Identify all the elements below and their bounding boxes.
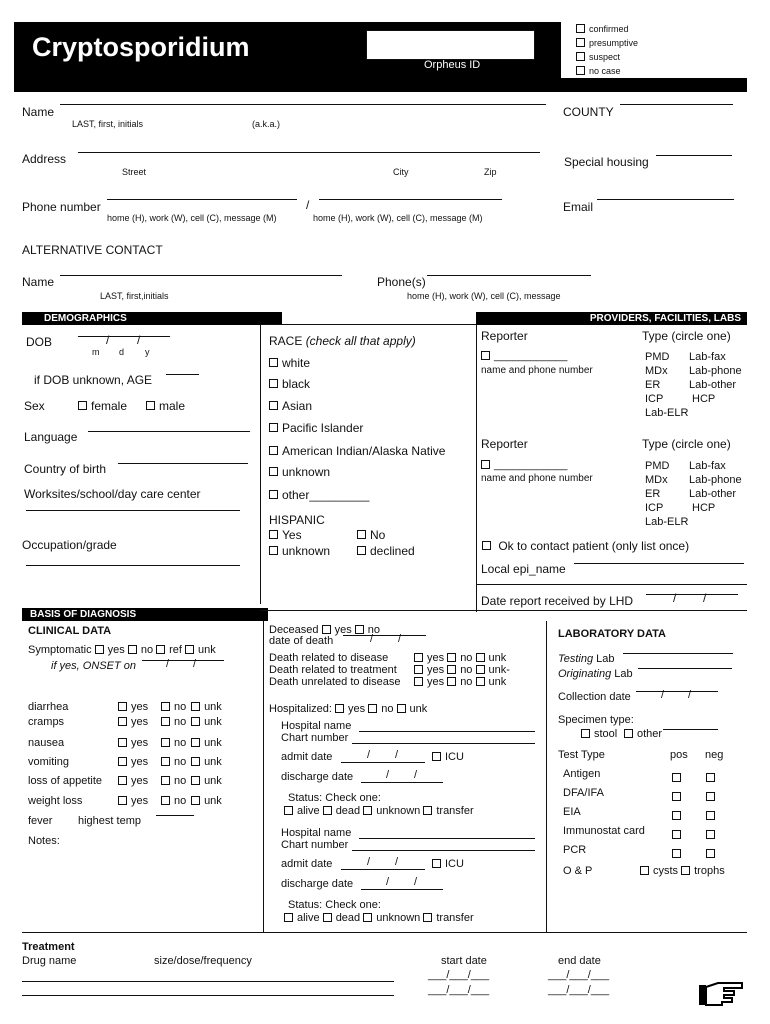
symptom-row: diarrhea yes no unk xyxy=(28,701,222,713)
dob-d: d xyxy=(119,347,125,357)
checkbox-icon[interactable] xyxy=(432,859,441,868)
discharge-date-label: discharge date xyxy=(281,771,354,783)
sex-female[interactable]: female xyxy=(78,399,127,413)
type-1-right[interactable] xyxy=(689,350,742,406)
checkbox-icon[interactable] xyxy=(118,738,127,747)
checkbox-icon[interactable] xyxy=(323,913,332,922)
checkbox-icon[interactable] xyxy=(423,913,432,922)
notes-label: Notes: xyxy=(28,835,60,847)
checkbox-icon[interactable] xyxy=(447,653,456,662)
onset-label: if yes, ONSET on xyxy=(51,660,136,672)
address-line[interactable] xyxy=(78,152,540,153)
hispanic-declined[interactable]: declined xyxy=(357,544,415,558)
race-black[interactable]: black xyxy=(269,377,310,391)
checkbox-icon[interactable] xyxy=(191,738,200,747)
specimen-other-line[interactable] xyxy=(663,729,718,730)
name-line[interactable] xyxy=(60,104,546,105)
occupation-label: Occupation/grade xyxy=(22,538,117,552)
sex-label: Sex xyxy=(24,399,45,413)
checkbox-icon[interactable] xyxy=(284,913,293,922)
date-of-death-line[interactable] xyxy=(343,635,426,636)
dob-line[interactable] xyxy=(78,336,170,337)
checkbox-icon[interactable] xyxy=(432,752,441,761)
date-sep-1: / xyxy=(673,591,677,605)
checkbox-icon[interactable] xyxy=(397,704,406,713)
checkbox-icon[interactable] xyxy=(78,401,87,410)
status-label: Status: Check one: xyxy=(288,792,381,804)
checkbox-icon[interactable] xyxy=(368,704,377,713)
icu-option[interactable]: ICU xyxy=(432,751,464,763)
specimen-stool[interactable]: stool xyxy=(581,728,617,740)
checkbox-icon[interactable] xyxy=(335,704,344,713)
collection-label: Collection date xyxy=(558,691,631,703)
checkbox-icon[interactable] xyxy=(284,806,293,815)
end-label: end date xyxy=(558,955,601,967)
fever-label: fever xyxy=(28,815,53,827)
treatment-heading: Treatment xyxy=(22,941,75,953)
demographics-bar xyxy=(22,312,282,325)
dob-sep-1: / xyxy=(106,333,110,347)
age-label: if DOB unknown, AGE xyxy=(34,373,153,387)
checkbox-icon[interactable] xyxy=(624,729,633,738)
type-lab-phone[interactable]: Lab-phone xyxy=(689,474,742,486)
type-icp[interactable]: ICP xyxy=(645,502,664,514)
checkbox-icon[interactable] xyxy=(357,530,366,539)
type-lab-other[interactable]: Lab-other xyxy=(689,488,737,500)
checkbox-icon[interactable] xyxy=(191,717,200,726)
checkbox-icon[interactable] xyxy=(95,645,104,654)
admit-date-line[interactable] xyxy=(341,762,425,763)
language-label: Language xyxy=(24,430,78,444)
alt-phone-hint: home (H), work (W), cell (C), message xyxy=(407,291,561,301)
county-line[interactable] xyxy=(620,104,733,105)
originating-lab-line[interactable] xyxy=(638,668,732,669)
end-date-1[interactable]: ___/___/___ xyxy=(548,969,610,981)
collection-sep-1: / xyxy=(661,689,665,701)
type-lab-other[interactable]: Lab-other xyxy=(689,379,737,391)
pos-checkbox[interactable] xyxy=(672,773,681,782)
type-mdx[interactable]: MDx xyxy=(645,365,668,377)
checkbox-icon[interactable] xyxy=(156,645,165,654)
checkbox-icon[interactable] xyxy=(576,52,585,61)
start-date-1[interactable]: ___/___/___ xyxy=(428,969,490,981)
checkbox-icon[interactable] xyxy=(640,866,649,875)
death-sep-1: / xyxy=(370,633,374,645)
checkbox-icon[interactable] xyxy=(161,776,170,785)
name-label: Name xyxy=(22,105,55,119)
highest-temp-line[interactable] xyxy=(156,815,194,816)
checkbox-icon[interactable] xyxy=(269,490,278,499)
hispanic-yes[interactable]: Yes xyxy=(269,528,302,542)
orpheus-id-label: Orpheus ID xyxy=(424,59,481,71)
pos-checkbox[interactable] xyxy=(672,849,681,858)
dose-label: size/dose/frequency xyxy=(154,955,252,967)
neg-checkbox[interactable] xyxy=(706,773,715,782)
type-1-label: Type (circle one) xyxy=(642,329,731,343)
name-hint: LAST, first, initials xyxy=(72,119,144,129)
checkbox-icon[interactable] xyxy=(161,757,170,766)
start-date-2[interactable]: ___/___/___ xyxy=(428,984,490,996)
symptom-row: nausea yes no unk xyxy=(28,737,222,749)
type-mdx[interactable]: MDx xyxy=(645,474,668,486)
date-of-death-label: date of death xyxy=(269,635,334,647)
checkbox-icon[interactable] xyxy=(576,38,585,47)
city-hint: City xyxy=(393,167,409,177)
collection-sep-2: / xyxy=(688,689,692,701)
orpheus-id-input[interactable] xyxy=(366,30,535,60)
checkbox-icon[interactable] xyxy=(128,645,137,654)
race-asian[interactable]: Asian xyxy=(269,399,312,413)
checkbox-icon[interactable] xyxy=(269,467,278,476)
checkbox-icon[interactable] xyxy=(118,776,127,785)
start-label: start date xyxy=(441,955,487,967)
alt-contact-heading: ALTERNATIVE CONTACT xyxy=(22,243,163,257)
checkbox-icon[interactable] xyxy=(447,677,456,686)
checkbox-icon[interactable] xyxy=(576,24,585,33)
chart-number-line[interactable] xyxy=(352,850,535,851)
county-label: COUNTY xyxy=(563,105,614,119)
clinical-heading: CLINICAL DATA xyxy=(28,625,112,637)
checkbox-icon[interactable] xyxy=(161,738,170,747)
dob-label: DOB xyxy=(26,335,53,349)
ok-contact[interactable]: Ok to contact patient (only list once) xyxy=(482,539,689,553)
age-line[interactable] xyxy=(166,374,199,375)
pos-checkbox[interactable] xyxy=(672,830,681,839)
special-housing-label: Special housing xyxy=(564,155,649,169)
alt-name-line[interactable] xyxy=(60,275,342,276)
type-lab-elr[interactable]: Lab-ELR xyxy=(645,516,689,528)
specimen-label: Specimen type: xyxy=(558,714,634,726)
diagnosis-bar xyxy=(22,608,268,621)
pointing-hand-icon xyxy=(698,980,746,1008)
checkbox-icon[interactable] xyxy=(481,460,490,469)
pos-checkbox[interactable] xyxy=(672,811,681,820)
status-presumptive[interactable]: presumptive xyxy=(576,38,638,48)
symptom-row: weight loss yes no unk xyxy=(28,795,222,807)
divider-clinical xyxy=(263,621,264,932)
checkbox-icon[interactable] xyxy=(269,546,278,555)
chart-number-label: Chart number xyxy=(281,732,349,744)
alt-phone-line[interactable] xyxy=(427,275,591,276)
hospitalized-row: Hospitalized: yes no unk xyxy=(269,703,428,715)
hospital-name-line[interactable] xyxy=(359,731,535,732)
type-hcp[interactable]: HCP xyxy=(692,502,716,514)
checkbox-icon[interactable] xyxy=(322,625,331,634)
neg-checkbox[interactable] xyxy=(706,792,715,801)
type-icp[interactable]: ICP xyxy=(645,393,664,405)
diagnosis-rule xyxy=(260,610,747,611)
status-label: Status: Check one: xyxy=(288,899,381,911)
checkbox-icon[interactable] xyxy=(476,665,485,674)
alt-name-hint: LAST, first,initials xyxy=(100,291,169,301)
aka-hint: (a.k.a.) xyxy=(252,119,281,129)
divider-lab xyxy=(546,621,547,932)
date-received-label: Date report received by LHD xyxy=(481,594,634,608)
symptom-row: vomiting yes no unk xyxy=(28,756,222,768)
status-suspect[interactable]: suspect xyxy=(576,52,620,62)
checkbox-icon[interactable] xyxy=(476,653,485,662)
race-white[interactable]: white xyxy=(269,356,310,370)
checkbox-icon[interactable] xyxy=(447,665,456,674)
type-er[interactable]: ER xyxy=(645,379,661,391)
checkbox-icon[interactable] xyxy=(191,757,200,766)
diagnosis-heading: BASIS OF DIAGNOSIS xyxy=(30,609,137,620)
local-epi-line[interactable] xyxy=(574,563,744,564)
treatment-rule xyxy=(22,932,747,933)
test-type-label: Test Type xyxy=(558,749,605,761)
icu-option[interactable]: ICU xyxy=(432,858,464,870)
chart-number-line[interactable] xyxy=(352,743,535,744)
checkbox-icon[interactable] xyxy=(118,757,127,766)
form-title: Cryptosporidium xyxy=(32,32,250,62)
checkbox-icon[interactable] xyxy=(269,401,278,410)
drug-line-1[interactable] xyxy=(22,981,394,982)
phone-line-1[interactable] xyxy=(107,199,297,200)
email-label: Email xyxy=(563,200,594,214)
occupation-line[interactable] xyxy=(26,565,240,566)
checkbox-icon[interactable] xyxy=(269,379,278,388)
type-pmd[interactable]: PMD xyxy=(645,460,670,472)
dob-y: y xyxy=(145,347,150,357)
symptom-row: loss of appetite yes no unk xyxy=(28,775,222,787)
onset-line[interactable] xyxy=(142,660,224,661)
chart-number-label: Chart number xyxy=(281,839,349,851)
reporter-1-field[interactable]: ____________ xyxy=(481,350,567,362)
checkbox-icon[interactable] xyxy=(269,358,278,367)
dob-m: m xyxy=(92,347,100,357)
race-pacific[interactable]: Pacific Islander xyxy=(269,421,363,435)
checkbox-icon[interactable] xyxy=(269,423,278,432)
checkbox-icon[interactable] xyxy=(161,796,170,805)
discharge-date-line[interactable] xyxy=(361,889,443,890)
onset-sep-1: / xyxy=(166,658,170,670)
status-options: alive dead unknown transfer xyxy=(284,912,474,924)
admit-date-label: admit date xyxy=(281,858,333,870)
sex-male[interactable]: male xyxy=(146,399,185,413)
checkbox-icon[interactable] xyxy=(191,776,200,785)
discharge-date-line[interactable] xyxy=(361,782,443,783)
zip-hint: Zip xyxy=(484,167,497,177)
alt-name-label: Name xyxy=(22,275,55,289)
lab-heading: LABORATORY DATA xyxy=(558,628,666,640)
originating-lab-row: Originating Lab xyxy=(558,668,633,680)
checkbox-icon[interactable] xyxy=(414,665,423,674)
neg-label: neg xyxy=(705,749,724,761)
header-rule xyxy=(14,78,747,92)
providers-bar xyxy=(476,312,747,325)
type-lab-fax[interactable]: Lab-fax xyxy=(689,351,726,363)
admit-date-line[interactable] xyxy=(341,869,425,870)
type-1-left[interactable] xyxy=(645,350,688,420)
checkbox-icon[interactable] xyxy=(161,717,170,726)
neg-checkbox[interactable] xyxy=(706,849,715,858)
hispanic-no[interactable]: No xyxy=(357,528,385,542)
death-lines: Death related to disease Death related to treatment Death unrelated to disease xyxy=(269,652,401,688)
death-sep-2: / xyxy=(398,633,402,645)
neg-checkbox[interactable] xyxy=(706,830,715,839)
hospital-name-label: Hospital name xyxy=(281,720,352,732)
status-confirmed[interactable]: confirmed xyxy=(576,24,629,34)
phone-hint-2: home (H), work (W), cell (C), message (M) xyxy=(313,213,483,223)
checkbox-icon[interactable] xyxy=(269,446,278,455)
worksites-label: Worksites/school/day care center xyxy=(24,487,201,501)
pos-label: pos xyxy=(670,749,688,761)
phone-hint-1: home (H), work (W), cell (C), message (M) xyxy=(107,213,277,223)
type-lab-elr[interactable]: Lab-ELR xyxy=(645,407,689,419)
providers-heading: PROVIDERS, FACILITIES, LABS xyxy=(589,313,741,324)
collection-line[interactable] xyxy=(636,691,718,692)
special-housing-line[interactable] xyxy=(656,155,732,156)
race-other[interactable]: other_________ xyxy=(269,488,369,502)
dob-sep-2: / xyxy=(137,333,141,347)
checkbox-icon[interactable] xyxy=(191,796,200,805)
checkbox-icon[interactable] xyxy=(118,702,127,711)
type-pmd[interactable]: PMD xyxy=(645,351,670,363)
section-divider xyxy=(260,324,476,325)
checkbox-icon[interactable] xyxy=(357,546,366,555)
symptom-row: cramps yes no unk xyxy=(28,716,222,728)
case-status-box xyxy=(561,22,747,78)
op-options: cysts trophs xyxy=(640,865,725,877)
checkbox-icon[interactable] xyxy=(414,677,423,686)
testing-lab-line[interactable] xyxy=(623,653,733,654)
race-american-indian[interactable]: American Indian/Alaska Native xyxy=(269,444,445,458)
email-line[interactable] xyxy=(597,199,734,200)
address-label: Address xyxy=(22,152,67,166)
type-lab-fax[interactable]: Lab-fax xyxy=(689,460,726,472)
type-er[interactable]: ER xyxy=(645,488,661,500)
checkbox-icon[interactable] xyxy=(423,806,432,815)
country-line[interactable] xyxy=(118,463,248,464)
street-hint: Street xyxy=(122,167,147,177)
checkbox-icon[interactable] xyxy=(576,66,585,75)
type-lab-phone[interactable]: Lab-phone xyxy=(689,365,742,377)
checkbox-icon[interactable] xyxy=(481,351,490,360)
status-options: alive dead unknown transfer xyxy=(284,805,474,817)
checkbox-icon[interactable] xyxy=(363,806,372,815)
reporter-2-field[interactable]: ____________ xyxy=(481,459,567,471)
race-heading: RACE (check all that apply) xyxy=(269,334,416,348)
checkbox-icon[interactable] xyxy=(355,625,364,634)
status-no-case[interactable]: no case xyxy=(576,66,621,76)
death-options: yes no unk yes no unk- yes no unk xyxy=(414,652,510,688)
type-2-right[interactable] xyxy=(689,459,742,515)
phone-label: Phone number xyxy=(22,200,101,214)
divider-race-providers xyxy=(476,325,477,612)
alt-phone-label: Phone(s) xyxy=(377,275,426,289)
op-label: O & P xyxy=(563,865,593,877)
demographics-heading: DEMOGRAPHICS xyxy=(44,313,127,324)
reporter-1-label: Reporter xyxy=(481,329,528,343)
checkbox-icon[interactable] xyxy=(323,806,332,815)
reporter-2-hint: name and phone number xyxy=(481,473,593,484)
testing-lab-row: Testing Lab xyxy=(558,653,615,665)
phone-line-2[interactable] xyxy=(319,199,502,200)
checkbox-icon[interactable] xyxy=(146,401,155,410)
checkbox-icon[interactable] xyxy=(363,913,372,922)
checkbox-icon[interactable] xyxy=(269,530,278,539)
specimen-other[interactable]: other xyxy=(624,728,662,740)
drug-line-2[interactable] xyxy=(22,995,394,996)
type-2-left[interactable] xyxy=(645,459,688,529)
hospital-name-line[interactable] xyxy=(359,838,535,839)
type-hcp[interactable]: HCP xyxy=(692,393,716,405)
phone-sep: / xyxy=(306,198,310,212)
date-received-line[interactable] xyxy=(646,594,738,595)
providers-rule xyxy=(476,584,747,585)
onset-sep-2: / xyxy=(193,658,197,670)
hispanic-heading: HISPANIC xyxy=(269,513,325,527)
checkbox-icon[interactable] xyxy=(185,645,194,654)
divider-demo-race xyxy=(260,325,261,604)
checkbox-icon[interactable] xyxy=(414,653,423,662)
worksites-line[interactable] xyxy=(26,510,240,511)
checkbox-icon[interactable] xyxy=(118,717,127,726)
date-sep-2: / xyxy=(703,591,707,605)
checkbox-icon[interactable] xyxy=(191,702,200,711)
deceased-row: Deceased yes no xyxy=(269,624,381,636)
hospital-name-label: Hospital name xyxy=(281,827,352,839)
discharge-date-label: discharge date xyxy=(281,878,354,890)
symptomatic-row: Symptomatic yes no ref unk xyxy=(28,644,216,656)
type-2-label: Type (circle one) xyxy=(642,437,731,451)
checkbox-icon[interactable] xyxy=(581,729,590,738)
drug-label: Drug name xyxy=(22,955,77,967)
pos-checkbox[interactable] xyxy=(672,792,681,801)
local-epi-label: Local epi_name xyxy=(481,562,566,576)
reporter-1-hint: name and phone number xyxy=(481,365,593,376)
checkbox-icon[interactable] xyxy=(476,677,485,686)
checkbox-icon[interactable] xyxy=(118,796,127,805)
hispanic-unknown[interactable]: unknown xyxy=(269,544,330,558)
reporter-2-label: Reporter xyxy=(481,437,528,451)
race-unknown[interactable]: unknown xyxy=(269,465,330,479)
checkbox-icon[interactable] xyxy=(161,702,170,711)
highest-temp-label: highest temp xyxy=(78,815,141,827)
end-date-2[interactable]: ___/___/___ xyxy=(548,984,610,996)
admit-date-label: admit date xyxy=(281,751,333,763)
country-label: Country of birth xyxy=(24,462,107,476)
checkbox-icon[interactable] xyxy=(482,541,491,550)
checkbox-icon[interactable] xyxy=(681,866,690,875)
language-line[interactable] xyxy=(88,431,250,432)
neg-checkbox[interactable] xyxy=(706,811,715,820)
